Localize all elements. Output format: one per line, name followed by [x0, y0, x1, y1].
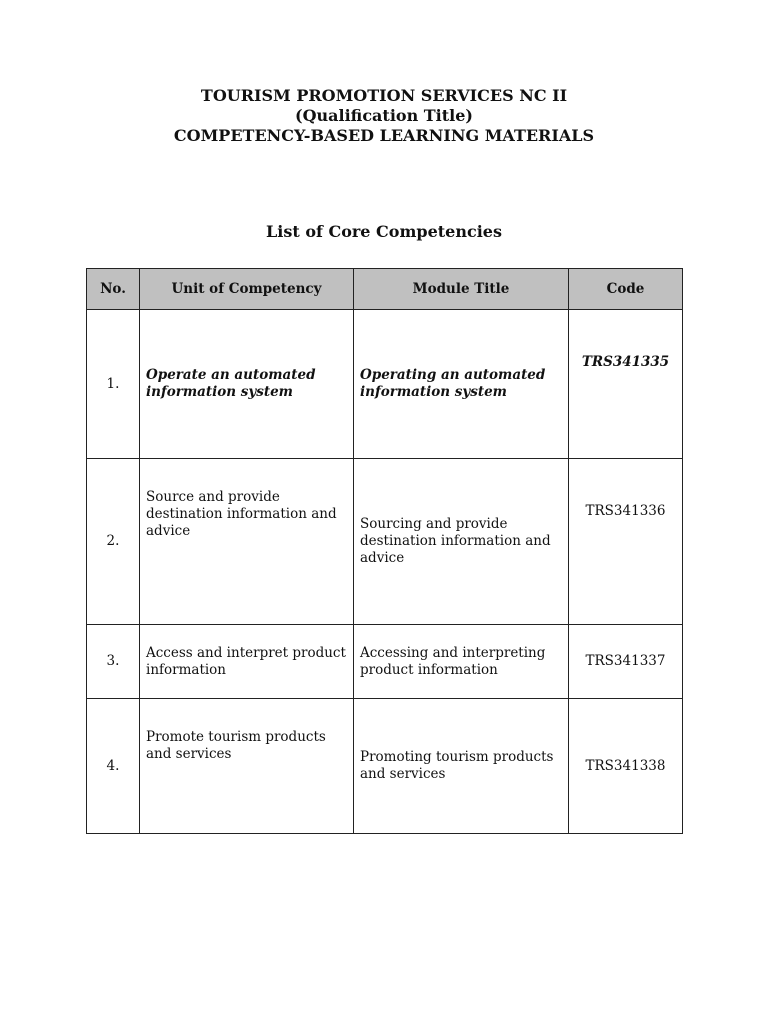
- header-no: No.: [87, 269, 140, 310]
- unit-of-competency: Source and provide destination information and advice: [140, 459, 354, 625]
- unit-of-competency: Promote tourism products and services: [140, 699, 354, 834]
- row-number: 2.: [87, 459, 140, 625]
- module-title: Promoting tourism products and services: [354, 699, 569, 834]
- table-row: [87, 459, 683, 625]
- header-module: Module Title: [354, 269, 569, 310]
- table-row: [87, 625, 683, 699]
- row-number: 1.: [87, 310, 140, 459]
- list-title: List of Core Competencies: [266, 222, 502, 241]
- module-title: Sourcing and provide destination information and advice: [354, 459, 569, 625]
- table-row: [87, 310, 683, 459]
- competency-table: [86, 268, 683, 834]
- materials-title: COMPETENCY-BASED LEARNING MATERIALS: [173, 126, 595, 145]
- module-title: Operating an automated information system: [354, 310, 569, 459]
- document-header: [0, 86, 768, 146]
- qualification-title-label: (Qualification Title): [295, 106, 473, 125]
- unit-of-competency: Operate an automated information system: [140, 310, 354, 459]
- row-number: 4.: [87, 699, 140, 834]
- header-code: Code: [569, 269, 683, 310]
- table-header-row: [87, 269, 683, 310]
- header-unit: Unit of Competency: [140, 269, 354, 310]
- module-code: TRS341335: [569, 310, 683, 459]
- row-number: 3.: [87, 625, 140, 699]
- module-code: TRS341336: [569, 459, 683, 625]
- module-code: TRS341338: [569, 699, 683, 834]
- module-code: TRS341337: [569, 625, 683, 699]
- qualification-name: TOURISM PROMOTION SERVICES NC II: [200, 86, 568, 105]
- module-title: Accessing and interpreting product information: [354, 625, 569, 699]
- unit-of-competency: Access and interpret product information: [140, 625, 354, 699]
- table-row: [87, 699, 683, 834]
